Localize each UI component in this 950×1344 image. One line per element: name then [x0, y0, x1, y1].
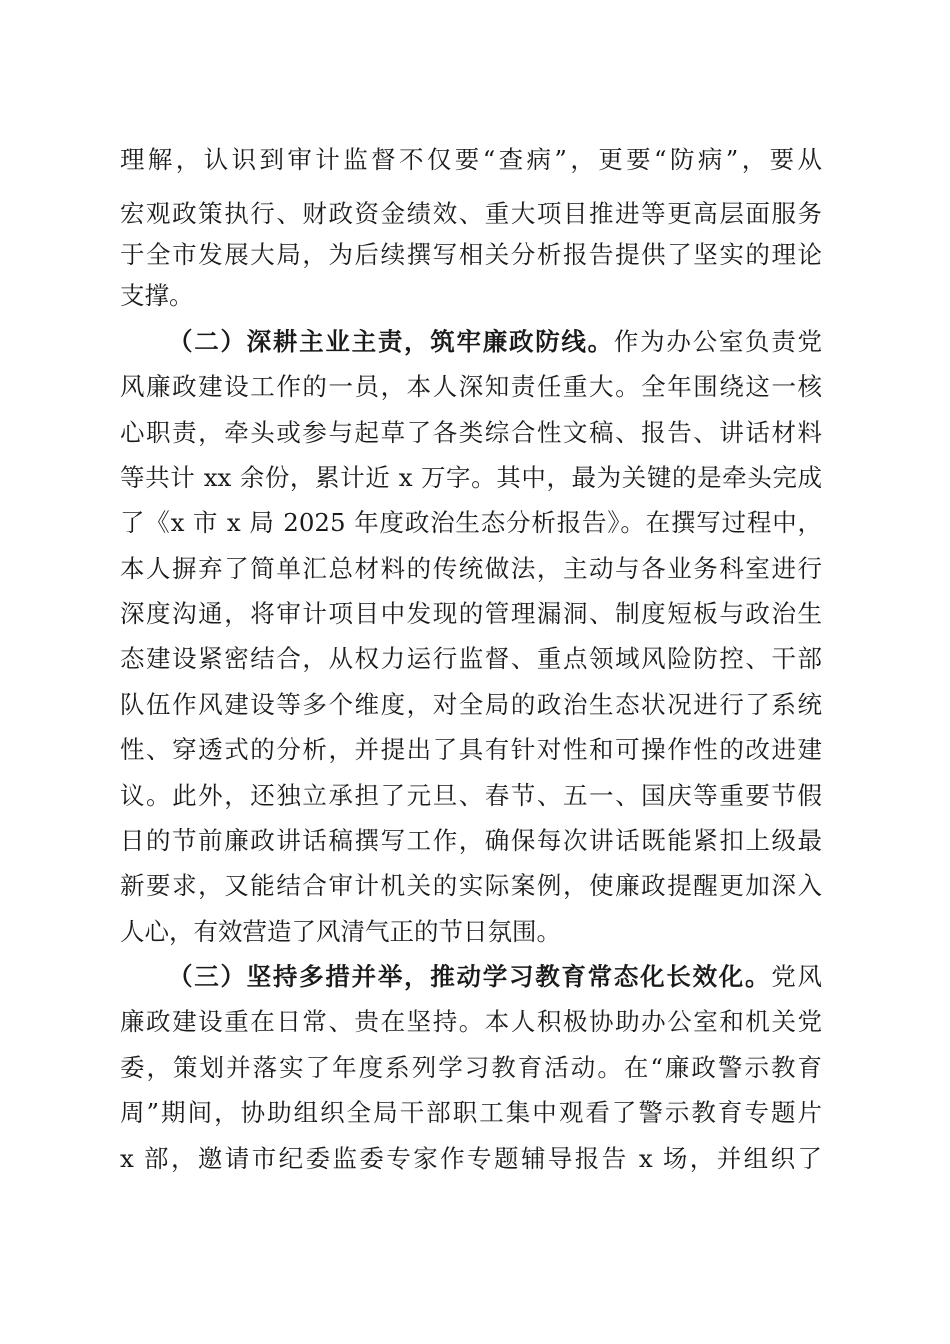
- section-heading-line: [168, 322, 822, 362]
- body-text-line: 心职责，牵头或参与起草了各类综合性文稿、报告、讲话材料: [120, 418, 822, 447]
- body-text-line: 支撑。: [120, 281, 194, 310]
- body-text-line: x 部，邀请市纪委监委专家作专题辅导报告 x 场，并组织了: [120, 1144, 822, 1173]
- body-text-line: 周”期间，协助组织全局干部职工集中观看了警示教育专题片: [120, 1098, 822, 1127]
- body-text-inline: 党风: [771, 962, 823, 991]
- body-text-line: 性、穿透式的分析，并提出了具有针对性和可操作性的改进建: [120, 735, 822, 764]
- body-text-line: 宏观政策执行、财政资金绩效、重大项目推进等更高层面服务: [120, 199, 822, 228]
- body-text-line: 于全市发展大局，为后续撰写相关分析报告提供了坚实的理论: [120, 240, 822, 269]
- body-text-line: 本人摒弃了简单汇总材料的传统做法，主动与各业务科室进行: [120, 554, 822, 583]
- section-heading: （三）坚持多措并举，推动学习教育常态化长效化。: [168, 962, 772, 991]
- body-text-inline: 作为办公室负责党: [613, 327, 823, 356]
- body-text-line: 深度沟通，将审计项目中发现的管理漏洞、制度短板与政治生: [120, 599, 822, 628]
- section-heading: （二）深耕主业主责，筑牢廉政防线。: [168, 327, 614, 356]
- body-text-line: 委，策划并落实了年度系列学习教育活动。在“廉政警示教育: [120, 1053, 822, 1082]
- body-text-line: 风廉政建设工作的一员，本人深知责任重大。全年围绕这一核: [120, 372, 822, 401]
- section-heading-line: [168, 957, 822, 997]
- body-text-line: 理解，认识到审计监督不仅要“查病”，更要“防病”，要从: [120, 145, 822, 174]
- body-text-line: 等共计 xx 余份，累计近 x 万字。其中，最为关键的是牵头完成: [120, 463, 822, 492]
- body-text-line: 人心，有效营造了风清气正的节日氛围。: [120, 917, 561, 946]
- body-text-line: 廉政建设重在日常、贵在坚持。本人积极协助办公室和机关党: [120, 1007, 822, 1036]
- body-text-line: 日的节前廉政讲话稿撰写工作，确保每次讲话既能紧扣上级最: [120, 826, 822, 855]
- body-text-line: 队伍作风建设等多个维度，对全局的政治生态状况进行了系统: [120, 690, 822, 719]
- body-text-line: 了《x 市 x 局 2025 年度政治生态分析报告》。在撰写过程中，: [120, 508, 822, 537]
- body-text-line: 议。此外，还独立承担了元旦、春节、五一、国庆等重要节假: [120, 781, 822, 810]
- body-text-line: 态建设紧密结合，从权力运行监督、重点领域风险防控、干部: [120, 644, 822, 673]
- body-text-line: 新要求，又能结合审计机关的实际案例，使廉政提醒更加深入: [120, 871, 822, 900]
